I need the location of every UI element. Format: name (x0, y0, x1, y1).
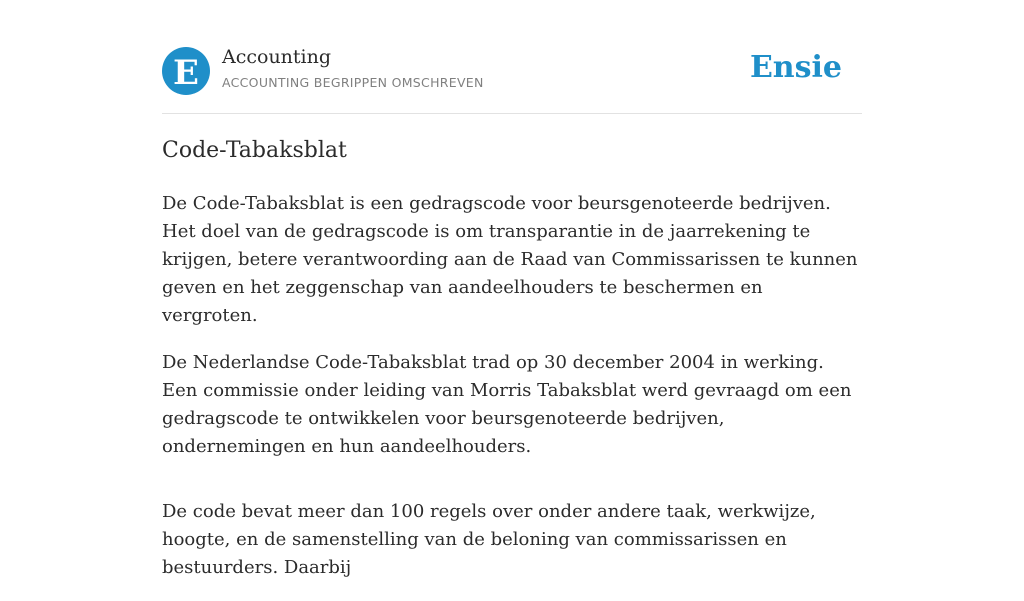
header (162, 0, 862, 114)
paragraph: De Code-Tabaksblat is een gedragscode voor beursgenoteerde bedrijven. Het doel van de gedragscode is om transparantie in de jaarrekening te krijgen, betere verantwoording aan de Raad van Commissarissen te kunnen geven en het zeggenschap van aandeelhouders te beschermen en vergroten. (162, 193, 858, 326)
term-title: Code-Tabaksblat (162, 138, 347, 163)
paragraph: De code bevat meer dan 100 regels over onder andere taak, werkwijze, hoogte, en de samenstelling van de beloning van commissarissen en bestuurders. Daarbij (162, 501, 816, 578)
category-subtitle: ACCOUNTING BEGRIPPEN OMSCHREVEN (222, 75, 484, 90)
brand-link[interactable]: Ensie (749, 50, 842, 85)
svg-text:E: E (173, 53, 199, 93)
article-body (162, 190, 862, 601)
paragraph: De Nederlandse Code-Tabaksblat trad op 30 december 2004 in werking. Een commissie onder leiding van Morris Tabaksblat werd gevraagd om een gedragscode te ontwikkelen voor beursgenoteerde bedrijven, ondernemingen en hun aandeelhouders. (162, 352, 852, 457)
category-title-link[interactable]: Accounting (222, 46, 332, 68)
ensie-logo-icon[interactable] (162, 47, 210, 95)
content-column (162, 0, 862, 578)
